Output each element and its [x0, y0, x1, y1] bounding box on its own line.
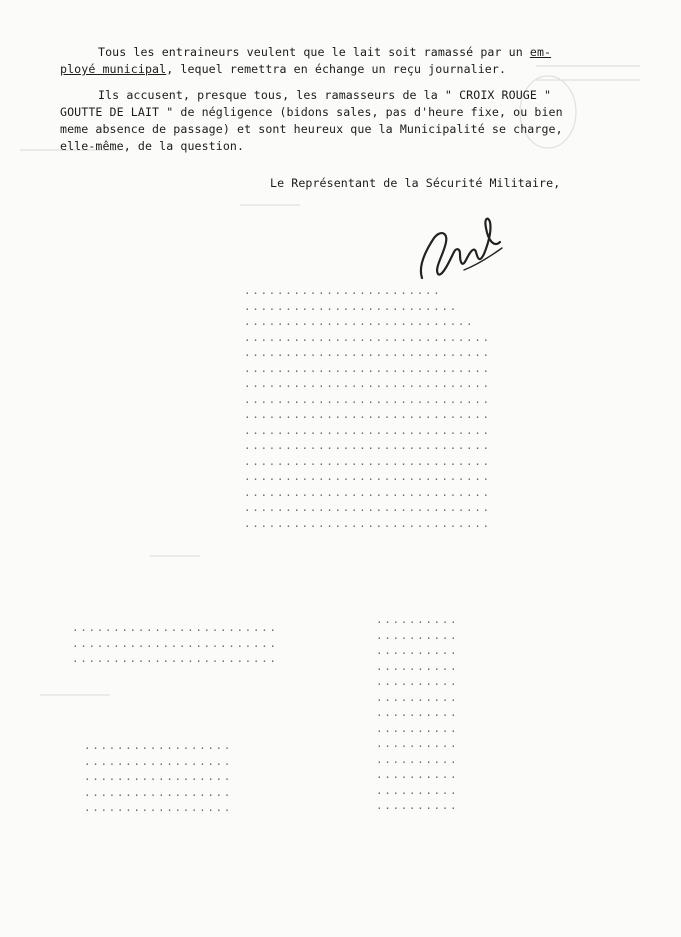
para2-line3: meme absence de passage) et sont heureux que la Municipalité se charge, [60, 122, 563, 136]
para1-line2-text: , lequel remettra en échange un reçu journalier. [166, 62, 507, 76]
dotted-column-lower-right: .......... .......... .......... .......... .......... .......... .......... .......... .......... .......... .......... .......... .......... [376, 613, 459, 812]
para1-line1 [98, 44, 551, 61]
para1-line2-underlined: ployé municipal [60, 62, 167, 76]
para1-line1-underlined: em- [529, 45, 552, 59]
signatory-title: Le Représentant de la Sécurité Militaire, [270, 176, 561, 190]
dotted-column-lower-left-2: .................. .................. .................. .................. .................. [84, 739, 233, 814]
para1-line1-text: Tous les entraineurs veulent que le lait soit ramassé par un [98, 45, 530, 59]
dotted-column-lower-left: ......................... ......................... ......................... [72, 621, 278, 665]
para1-line2 [60, 61, 506, 78]
dotted-column-main: ........................ .......................... ............................ .............................. .............................. .............................. .............................. .............................. .............................. .............................. .............................. .............................. .............................. .............................. .............................. .............................. [244, 284, 491, 530]
handwritten-signature [404, 208, 514, 288]
para2-line2: GOUTTE DE LAIT " de négligence (bidons sales, pas d'heure fixe, ou bien [60, 105, 563, 119]
para2-line1: Ils accusent, presque tous, les ramasseurs de la " CROIX ROUGE " [98, 88, 552, 102]
para2-line4: elle-même, de la question. [60, 139, 245, 153]
